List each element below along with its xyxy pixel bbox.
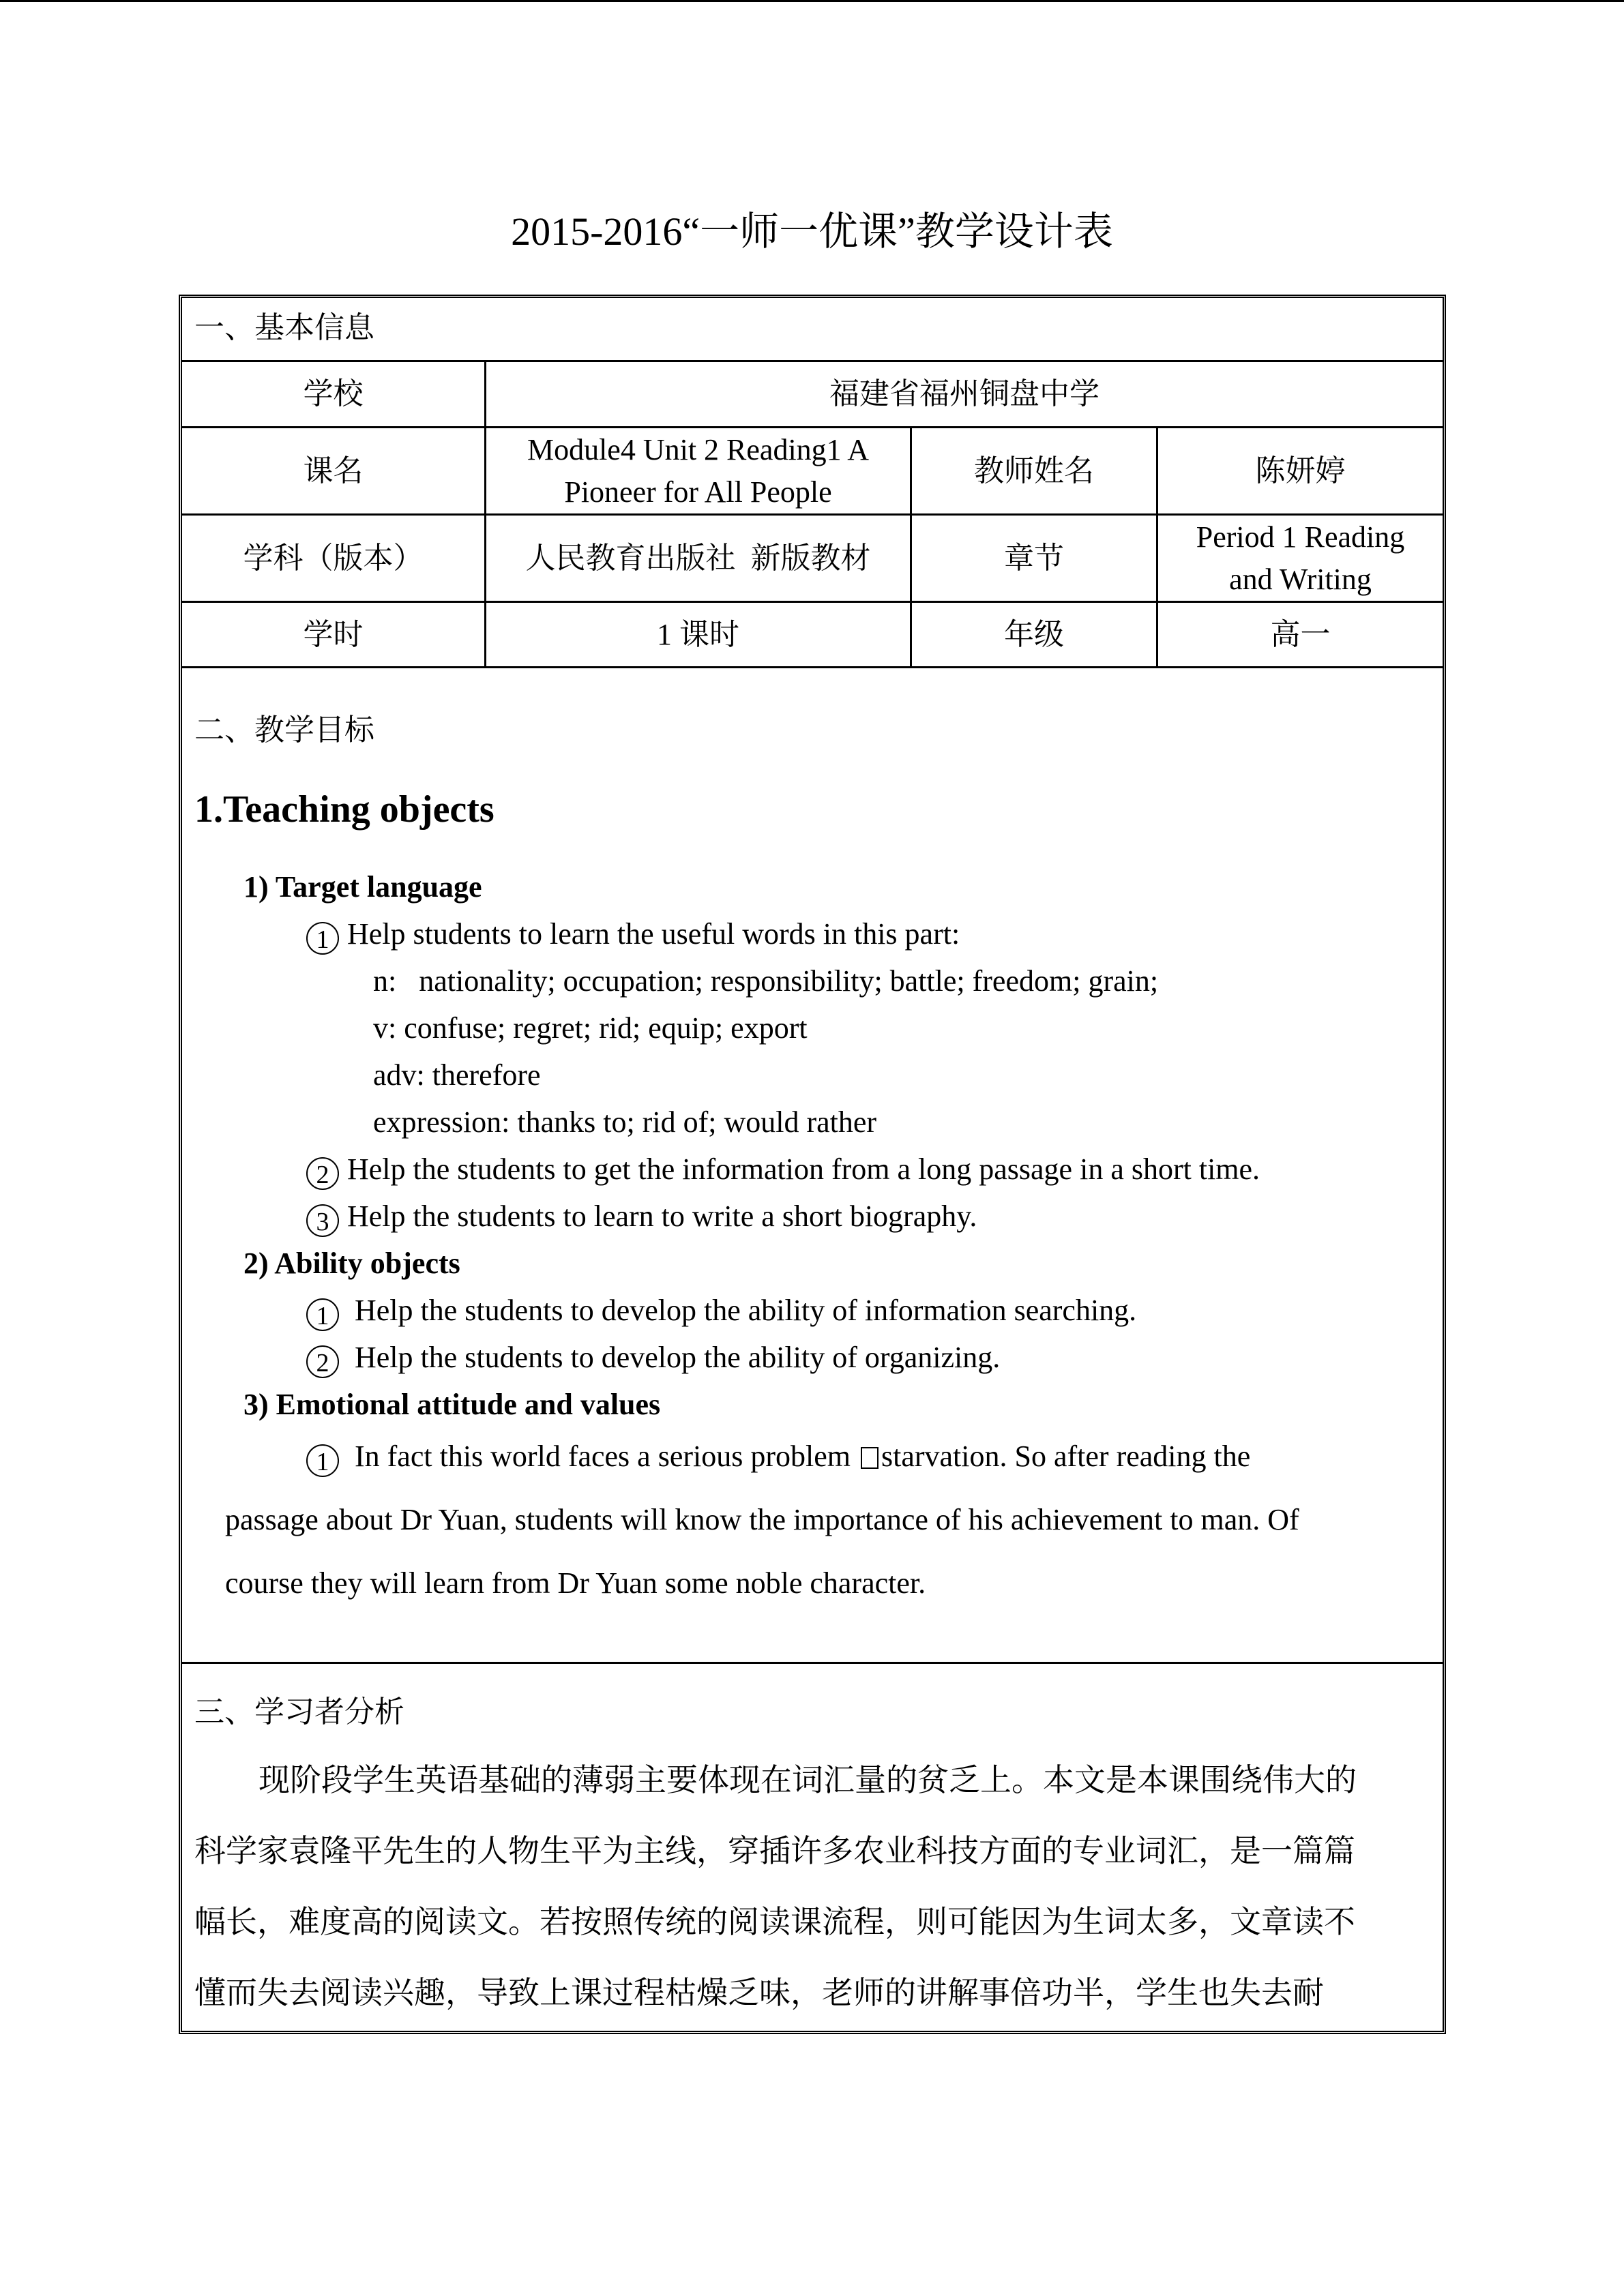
emotional-text-line-3: course they will learn from Dr Yuan some noble character. bbox=[225, 1566, 926, 1600]
teacher-label: 教师姓名 bbox=[974, 453, 1094, 488]
words-adverb: adv: therefore bbox=[373, 1058, 541, 1092]
emotional-text-line-2: passage about Dr Yuan, students will know the importance of his achievement to man. Of bbox=[225, 1503, 1299, 1536]
hours-value: 1 课时 bbox=[657, 617, 739, 651]
section-learner-analysis: 三、学习者分析 bbox=[194, 1695, 404, 1729]
number-circle: 2 bbox=[306, 1345, 339, 1378]
number-circle: 1 bbox=[306, 1444, 339, 1477]
chapter-label: 章节 bbox=[1004, 541, 1064, 575]
number-circle: 1 bbox=[306, 1298, 339, 1331]
ability-item-2: 2 Help the students to develop the ability of organizing. bbox=[306, 1337, 1000, 1378]
grade-label: 年级 bbox=[1004, 617, 1064, 651]
chapter-value: Period 1 Reading and Writing bbox=[1196, 520, 1405, 596]
course-label: 课名 bbox=[303, 453, 364, 488]
missing-glyph-box bbox=[861, 1447, 879, 1469]
ability-objects-heading: 2) Ability objects bbox=[243, 1247, 460, 1280]
number-circle: 1 bbox=[306, 922, 339, 955]
subject-label: 学科（版本） bbox=[243, 541, 424, 575]
grade-value: 高一 bbox=[1270, 617, 1331, 651]
learner-text-line-2: 科学家袁隆平先生的人物生平为主线，穿插许多农业科技方面的专业词汇，是一篇篇 bbox=[194, 1834, 1355, 1868]
course-value: Module4 Unit 2 Reading1 A Pioneer for All People bbox=[527, 432, 870, 509]
design-table bbox=[179, 295, 1446, 2034]
emotional-item-1: 1 In fact this world faces a serious problem starvation. So after reading the bbox=[306, 1436, 1250, 1477]
learner-text-line-4: 懂而失去阅读兴趣，导致上课过程枯燥乏味，老师的讲解事倍功半，学生也失去耐 bbox=[194, 1976, 1324, 2010]
section-basic-info: 一、基本信息 bbox=[194, 311, 374, 344]
target-language-item-2: 2 Help the students to get the information from a long passage in a short time. bbox=[306, 1149, 1260, 1190]
emotional-heading: 3) Emotional attitude and values bbox=[243, 1388, 661, 1421]
number-circle: 2 bbox=[306, 1157, 339, 1190]
section-divider bbox=[182, 1662, 1443, 1664]
page-top-border bbox=[0, 0, 1624, 2]
school-value: 福建省福州铜盘中学 bbox=[829, 377, 1099, 411]
page-title: 2015-2016“一师一优课”教学设计表 bbox=[511, 209, 1113, 254]
words-noun: n: nationality; occupation; responsibility; battle; freedom; grain; bbox=[373, 964, 1159, 998]
learner-text-line-3: 幅长，难度高的阅读文。若按照传统的阅读课流程，则可能因为生词太多，文章读不 bbox=[194, 1905, 1355, 1939]
teaching-objects-heading: 1.Teaching objects bbox=[194, 788, 494, 831]
teacher-value: 陈妍婷 bbox=[1255, 453, 1346, 488]
target-language-item-3: 3 Help the students to learn to write a short biography. bbox=[306, 1196, 977, 1237]
subject-value: 人民教育出版社 新版教材 bbox=[525, 541, 871, 575]
number-circle: 3 bbox=[306, 1204, 339, 1237]
target-language-item-1: 1 Help students to learn the useful words in this part: bbox=[306, 914, 960, 955]
section-objectives: 二、教学目标 bbox=[194, 713, 374, 747]
grid-line bbox=[182, 666, 1443, 668]
words-expression: expression: thanks to; rid of; would rather bbox=[373, 1105, 877, 1139]
ability-item-1: 1 Help the students to develop the ability of information searching. bbox=[306, 1290, 1136, 1331]
school-label: 学校 bbox=[303, 377, 364, 411]
target-language-heading: 1) Target language bbox=[243, 870, 482, 904]
learner-text-line-1: 现阶段学生英语基础的薄弱主要体现在词汇量的贫乏上。本文是本课围绕伟大的 bbox=[259, 1763, 1357, 1798]
hours-label: 学时 bbox=[303, 617, 364, 651]
words-verb: v: confuse; regret; rid; equip; export bbox=[373, 1011, 808, 1045]
